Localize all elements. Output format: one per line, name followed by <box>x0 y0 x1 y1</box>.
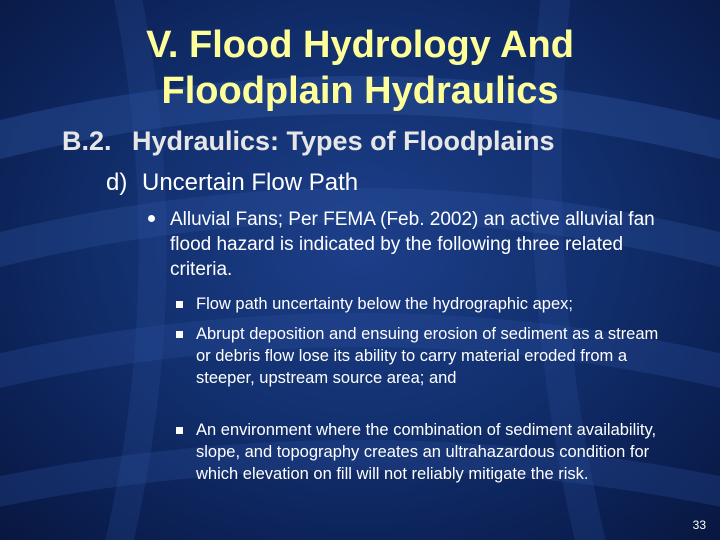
alluvial-fan-text: Alluvial Fans; Per FEMA (Feb. 2002) an active alluvial fan flood hazard is indicated by the following three related criteria. <box>170 209 655 280</box>
criteria-text-2: Abrupt deposition and ensuing erosion of sediment as a stream or debris flow lose its ability to carry material eroded from a steeper, upstream source area; and <box>196 325 659 387</box>
criteria-bullet-3 <box>176 419 666 485</box>
subsection-heading-text: Uncertain Flow Path <box>142 169 359 196</box>
title-line-2: Floodplain Hydraulics <box>161 70 559 112</box>
title-line-1: V. Flood Hydrology And <box>146 24 574 66</box>
criteria-bullet-2 <box>176 323 666 389</box>
section-heading-text: Hydraulics: Types of Floodplains <box>132 126 555 156</box>
section-heading <box>62 124 682 158</box>
bullet-square-icon <box>176 427 183 434</box>
alluvial-fan-item <box>148 207 668 282</box>
slide-title <box>60 22 660 114</box>
page-number: 33 <box>692 518 706 532</box>
subsection-number: d) <box>106 169 128 196</box>
criteria-text-1: Flow path uncertainty below the hydrographic apex; <box>196 295 573 313</box>
bullet-dot-icon <box>148 215 155 222</box>
bullet-square-icon <box>176 301 183 308</box>
criteria-bullet-1 <box>176 293 666 315</box>
criteria-text-3: An environment where the combination of sediment availability, slope, and topography creates an ultrahazardous condition for which elevation on fill will not reliably mitigate the risk. <box>196 421 657 483</box>
section-number: B.2. <box>62 126 112 156</box>
subsection-heading <box>106 168 666 198</box>
bullet-square-icon <box>176 331 183 338</box>
